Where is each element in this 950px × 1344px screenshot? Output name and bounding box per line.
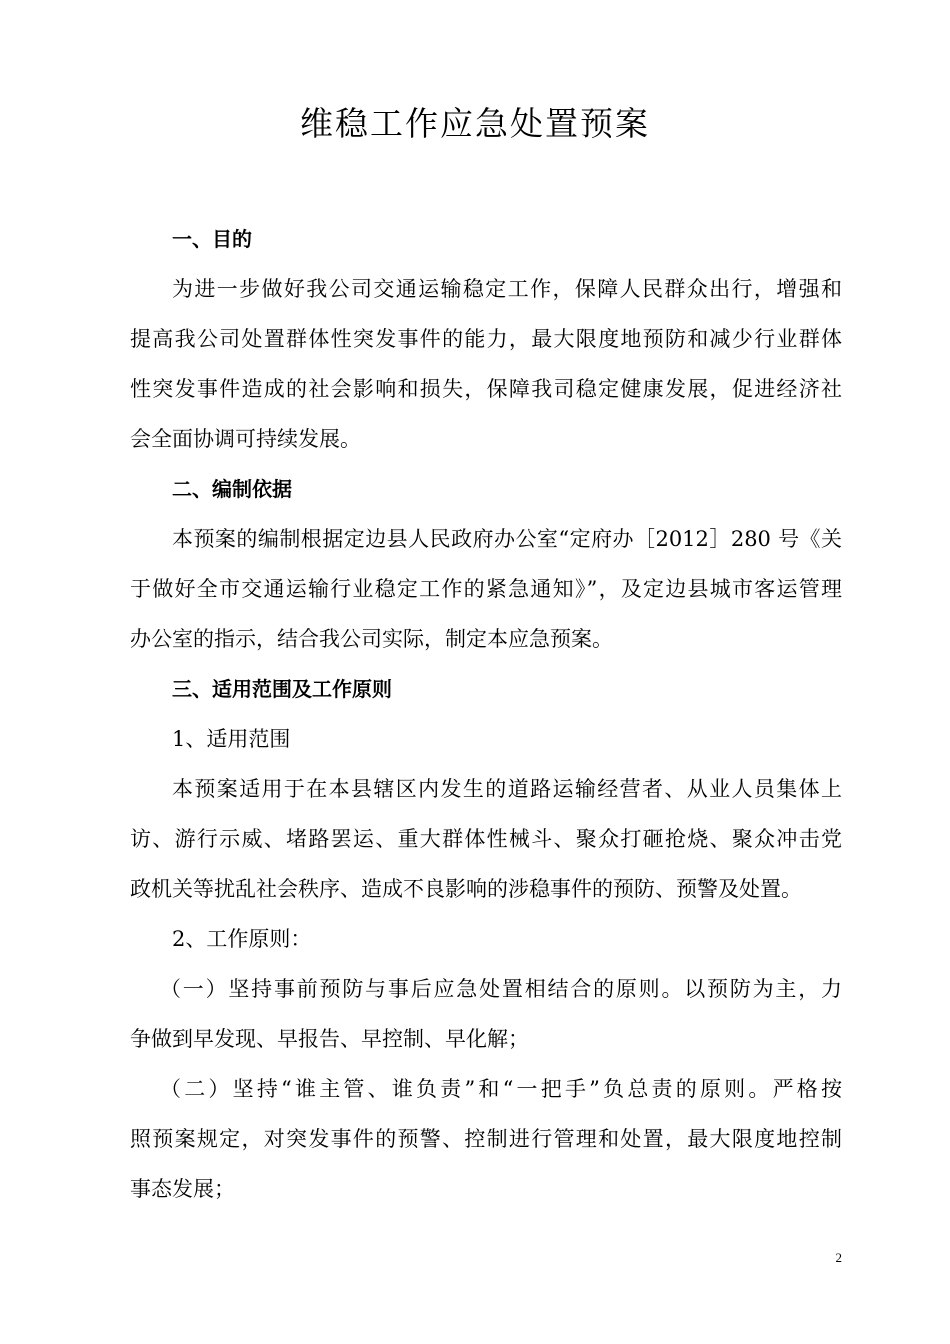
paragraph-line: 访、游行示威、堵路罢运、重大群体性械斗、聚众打砸抢烧、聚众冲击党 bbox=[130, 827, 842, 851]
paragraph-line: 会全面协调可持续发展。 bbox=[130, 427, 361, 451]
document-title: 维稳工作应急处置预案 bbox=[300, 104, 650, 143]
paragraph-line: 为进一步做好我公司交通运输稳定工作，保障人民群众出行，增强和 bbox=[172, 277, 842, 301]
paragraph-line: 照预案规定，对突发事件的预警、控制进行管理和处置，最大限度地控制 bbox=[130, 1127, 842, 1151]
paragraph-line: 本预案适用于在本县辖区内发生的道路运输经营者、从业人员集体上 bbox=[172, 777, 842, 801]
subsection-scope: 1、适用范围 bbox=[172, 727, 291, 751]
paragraph-line: 办公室的指示，结合我公司实际，制定本应急预案。 bbox=[130, 627, 613, 651]
paragraph-basis bbox=[130, 514, 842, 664]
paragraph-line: 于做好全市交通运输行业稳定工作的紧急通知》”，及定边县城市客运管理 bbox=[130, 577, 842, 601]
subsection-principles: 2、工作原则： bbox=[172, 927, 312, 951]
paragraph-principle-1 bbox=[130, 964, 842, 1064]
paragraph-principle-2 bbox=[130, 1064, 842, 1214]
paragraph-line: 提高我公司处置群体性突发事件的能力，最大限度地预防和减少行业群体 bbox=[130, 327, 842, 351]
section-heading-purpose: 一、目的 bbox=[172, 227, 252, 251]
section-heading-scope: 三、适用范围及工作原则 bbox=[172, 677, 392, 701]
paragraph-scope bbox=[130, 764, 842, 914]
page-number: 2 bbox=[835, 1250, 842, 1265]
section-heading-basis: 二、编制依据 bbox=[172, 477, 292, 501]
paragraph-line: （一）坚持事前预防与事后应急处置相结合的原则。以预防为主，力 bbox=[160, 977, 842, 1001]
paragraph-purpose bbox=[130, 264, 842, 464]
paragraph-line: 性突发事件造成的社会影响和损失，保障我司稳定健康发展，促进经济社 bbox=[130, 377, 842, 401]
paragraph-line: 争做到早发现、早报告、早控制、早化解； bbox=[130, 1027, 529, 1051]
document-body bbox=[130, 214, 842, 1214]
paragraph-line: 事态发展； bbox=[130, 1177, 235, 1201]
paragraph-line: 本预案的编制根据定边县人民政府办公室“定府办［2012］280 号《关 bbox=[172, 527, 842, 551]
paragraph-line: 政机关等扰乱社会秩序、造成不良影响的涉稳事件的预防、预警及处置。 bbox=[130, 877, 802, 901]
paragraph-line: （二）坚持“谁主管、谁负责”和“一把手”负总责的原则。严格按 bbox=[160, 1077, 842, 1101]
